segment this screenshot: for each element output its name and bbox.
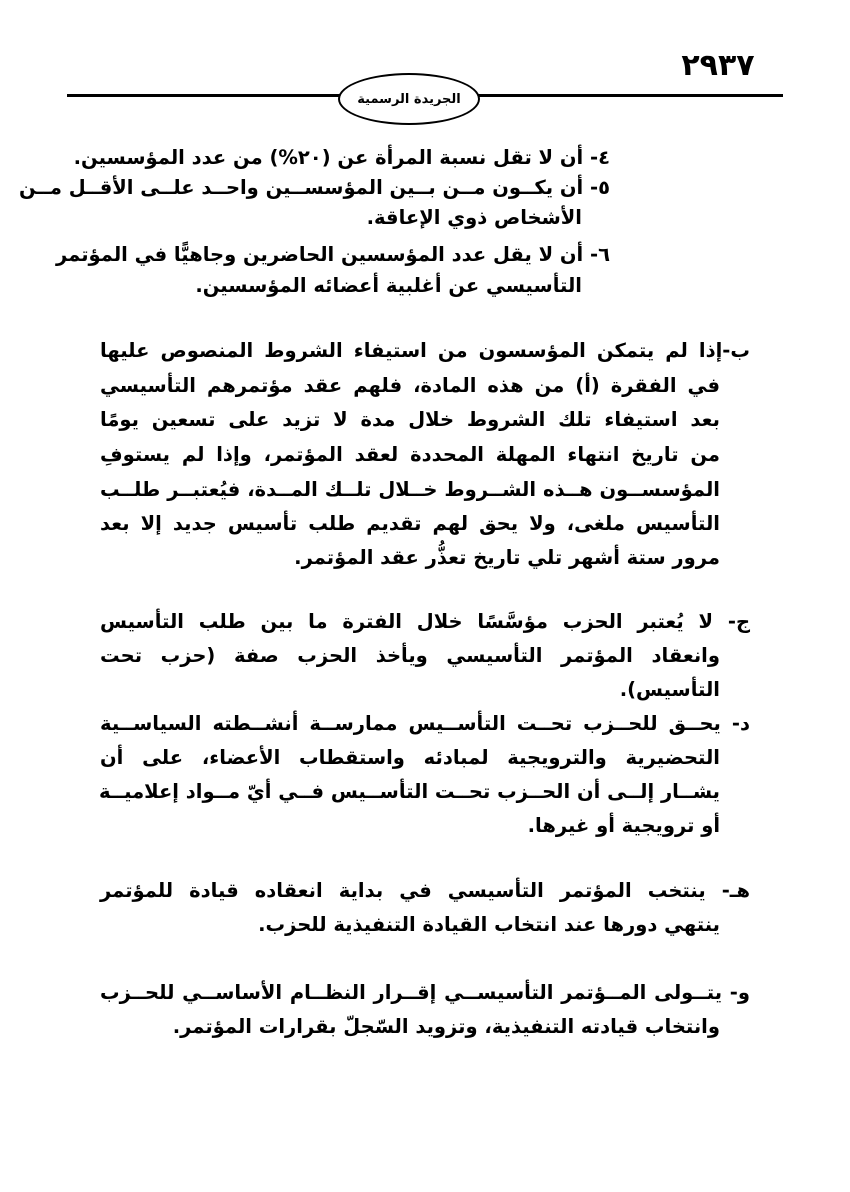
text-line: ٦- أن لا يقل عدد المؤسسين الحاضرين وجاهيًّا في المؤتمر (56, 243, 610, 266)
text-line: يشــار إلــى أن الحــزب تحــت التأســيس فــي أيّ مــواد إعلاميــة (98, 780, 720, 803)
text-line: مرور ستة أشهر تلي تاريخ تعذُّر عقد المؤتمر. (294, 546, 720, 569)
text-line: و- يتــولى المــؤتمر التأسيســي إقــرار النظــام الأساســي للحــزب (100, 981, 750, 1004)
text-line: ج- لا يُعتبر الحزب مؤسَّسًا خلال الفترة ما بين طلب التأسيس (100, 610, 750, 633)
text-line: ينتهي دورها عند انتخاب القيادة التنفيذية للحزب. (258, 913, 720, 936)
text-line: هـ- ينتخب المؤتمر التأسيسي في بداية انعقاده قيادة للمؤتمر (100, 879, 750, 902)
text-line: الأشخاص ذوي الإعاقة. (366, 206, 582, 229)
text-line: ب-إذا لم يتمكن المؤسسون من استيفاء الشروط المنصوص عليها (100, 339, 750, 362)
text-line: وانعقاد المؤتمر التأسيسي ويأخذ الحزب صفة (حزب تحت (100, 644, 720, 667)
text-line: من تاريخ انتهاء المهلة المحددة لعقد المؤتمر، وإذا لم يستوفِ (100, 443, 720, 466)
text-line: وانتخاب قيادته التنفيذية، وتزويد السّجلّ بقرارات المؤتمر. (172, 1015, 720, 1038)
header-title: الجريدة الرسمية (357, 91, 461, 107)
text-line: ٥- أن يكــون مــن بــين المؤسســين واحــد علــى الأقــل مــن (18, 176, 610, 199)
text-line: ٤- أن لا تقل نسبة المرأة عن (٢٠%) من عدد المؤسسين. (73, 146, 610, 169)
text-line: بعد استيفاء تلك الشروط خلال مدة لا تزيد على تسعين يومًا (100, 408, 720, 431)
text-line: د- يحــق للحــزب تحــت التأســيس ممارســة أنشــطته السياســية (100, 712, 750, 735)
text-line: أو ترويجية أو غيرها. (527, 814, 720, 837)
page-number: ٢٩٣٧ (681, 48, 755, 83)
text-line: في الفقرة (أ) من هذه المادة، فلهم عقد مؤتمرهم التأسيسي (100, 374, 720, 397)
text-line: التأسيس ملغى، ولا يحق لهم تقديم طلب تأسيس جديد إلا بعد (100, 512, 720, 535)
text-line: المؤسســون هــذه الشــروط خــلال تلــك المــدة، فيُعتبــر طلــب (100, 478, 720, 501)
text-line: التحضيرية والترويجية لمبادئه واستقطاب الأعضاء، على أن (100, 746, 720, 769)
text-line: التأسيس). (619, 678, 720, 701)
text-line: التأسيسي عن أغلبية أعضائه المؤسسين. (195, 274, 582, 297)
